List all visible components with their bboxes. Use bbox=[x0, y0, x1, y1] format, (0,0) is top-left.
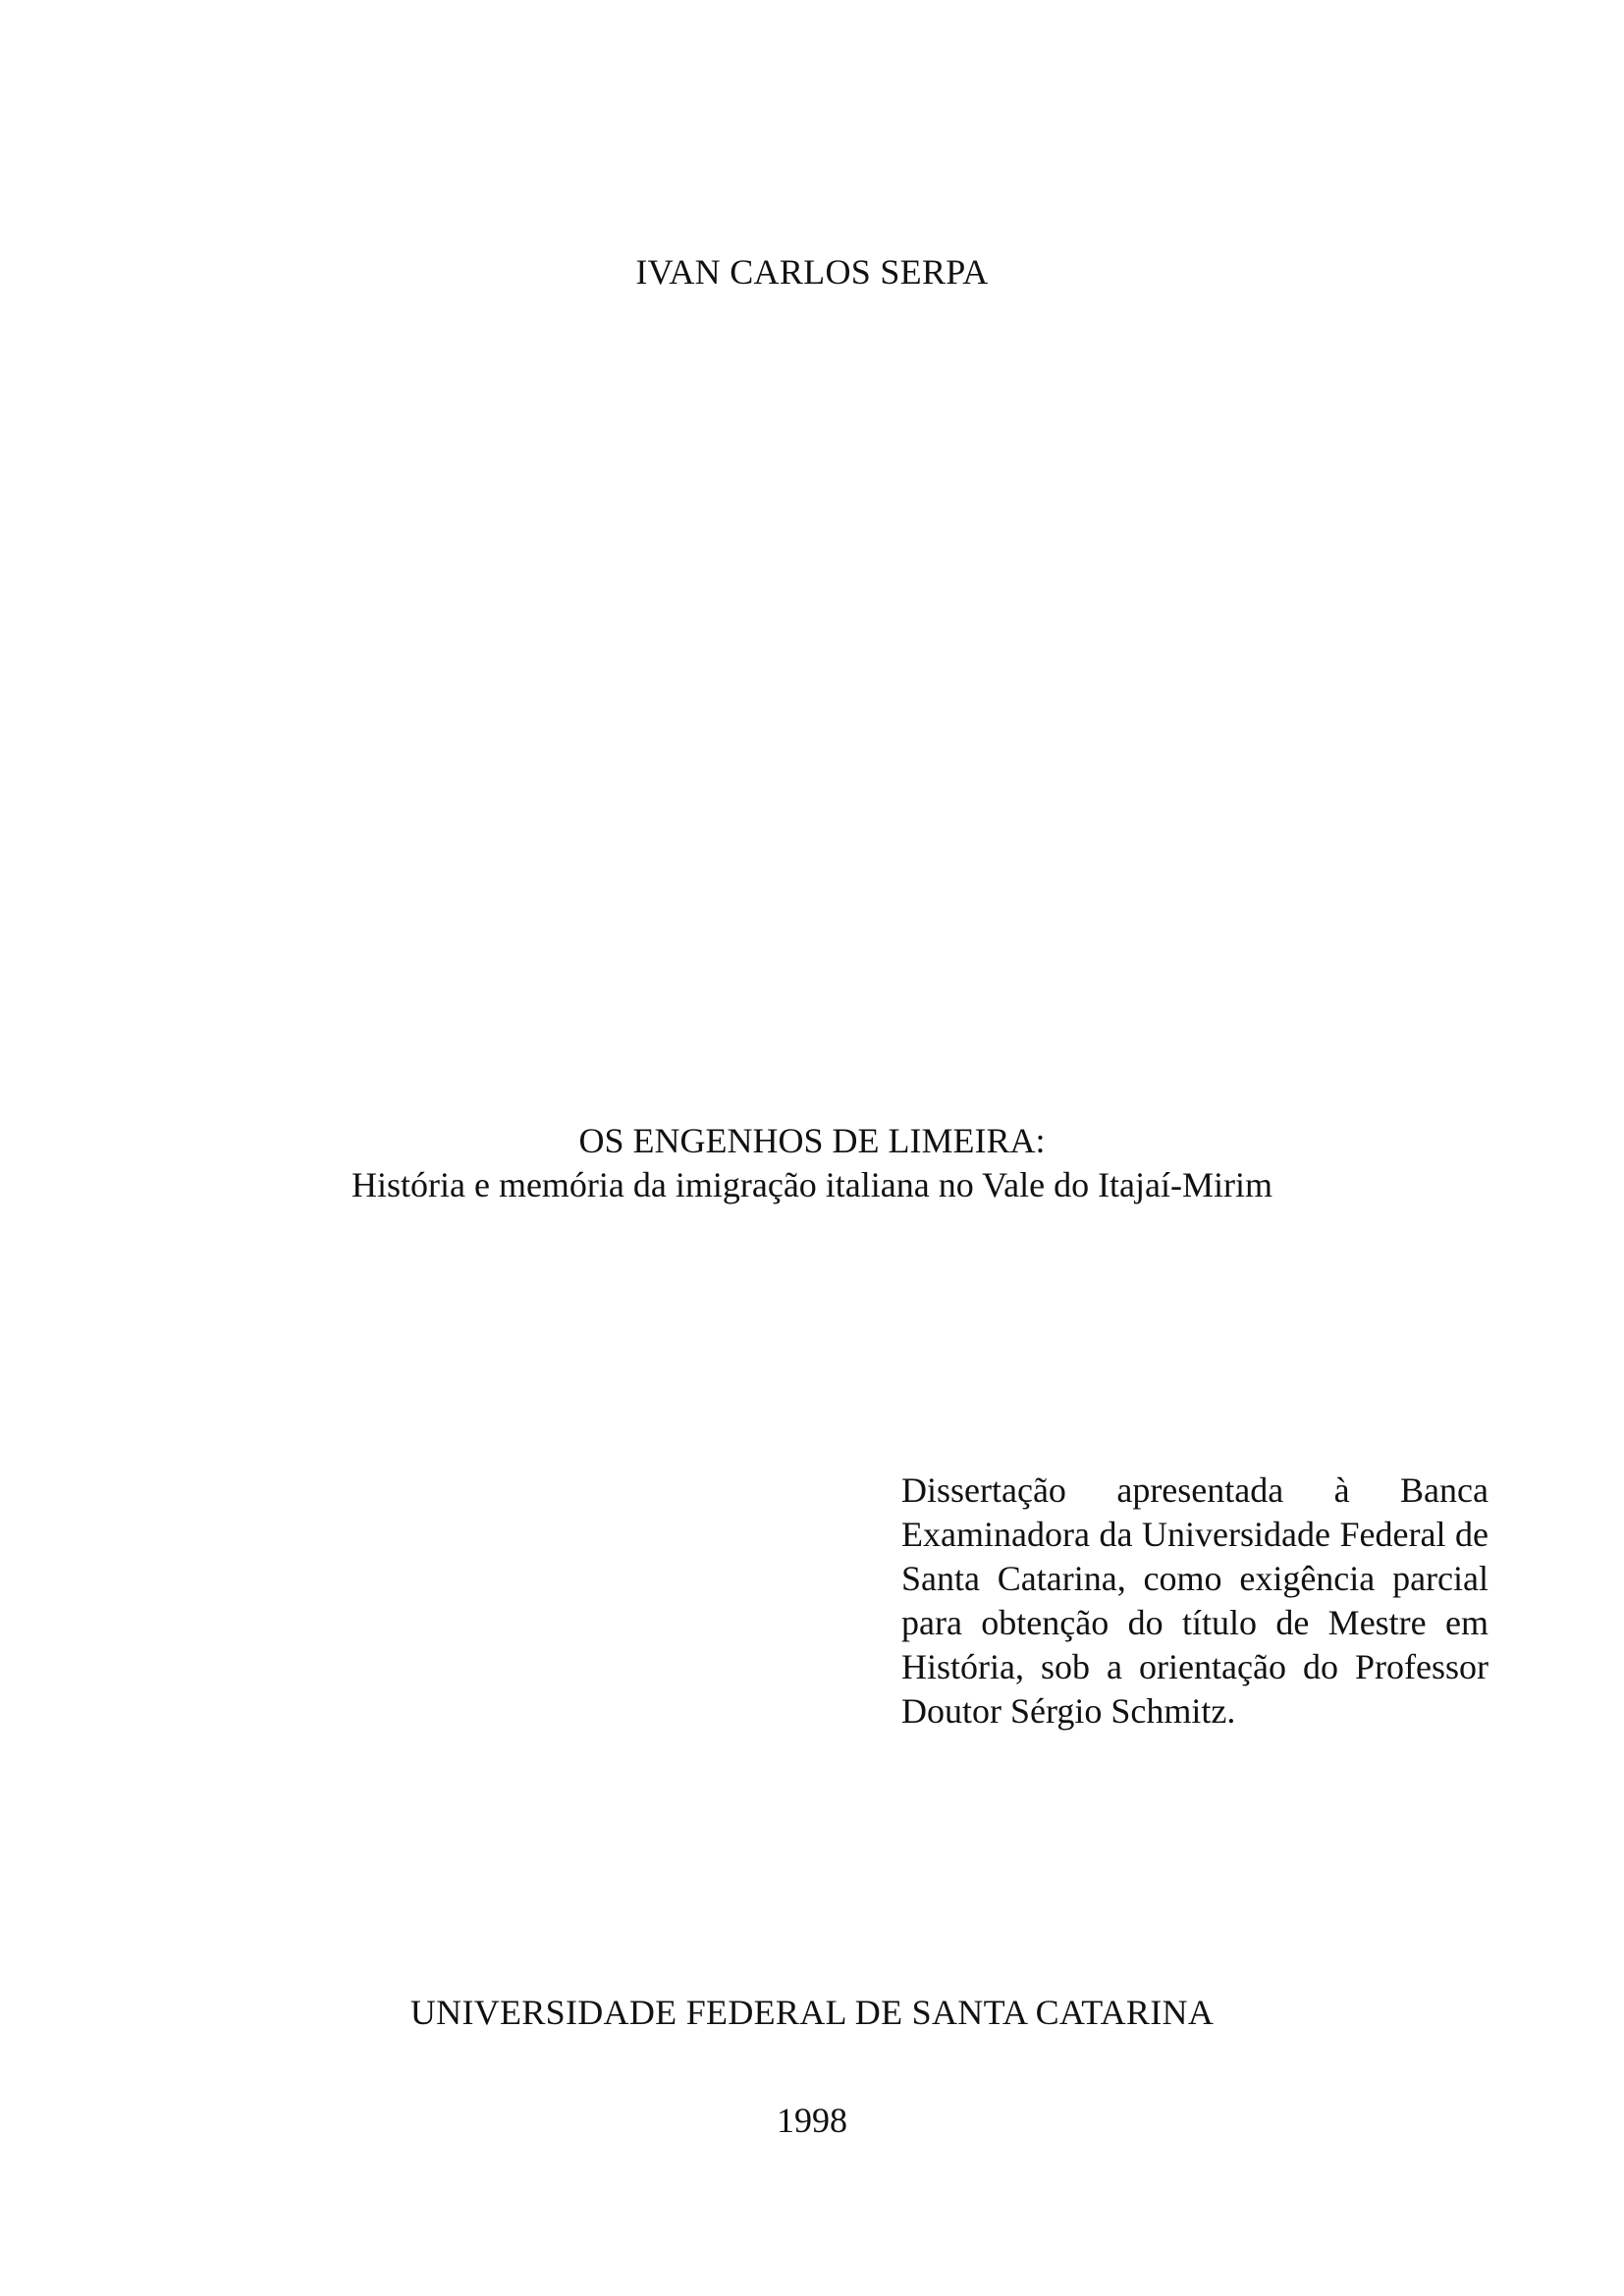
author-name: IVAN CARLOS SERPA bbox=[635, 252, 989, 292]
subtitle: História e memória da imigração italiana no Vale do Itajaí-Mirim bbox=[351, 1165, 1273, 1204]
publication-year: 1998 bbox=[777, 2101, 847, 2140]
dissertation-note: Dissertação apresentada à Banca Examinadora da Universidade Federal de Santa Catarina, como exigência parcial para obtenção do título de Mestre em História, sob a orientação do Professor Doutor Sérgio Schmitz. bbox=[901, 1470, 1489, 1731]
main-title: OS ENGENHOS DE LIMEIRA: bbox=[578, 1121, 1046, 1160]
institution-name: UNIVERSIDADE FEDERAL DE SANTA CATARINA bbox=[409, 1993, 1215, 2032]
dissertation-title bbox=[0, 1119, 1624, 1207]
